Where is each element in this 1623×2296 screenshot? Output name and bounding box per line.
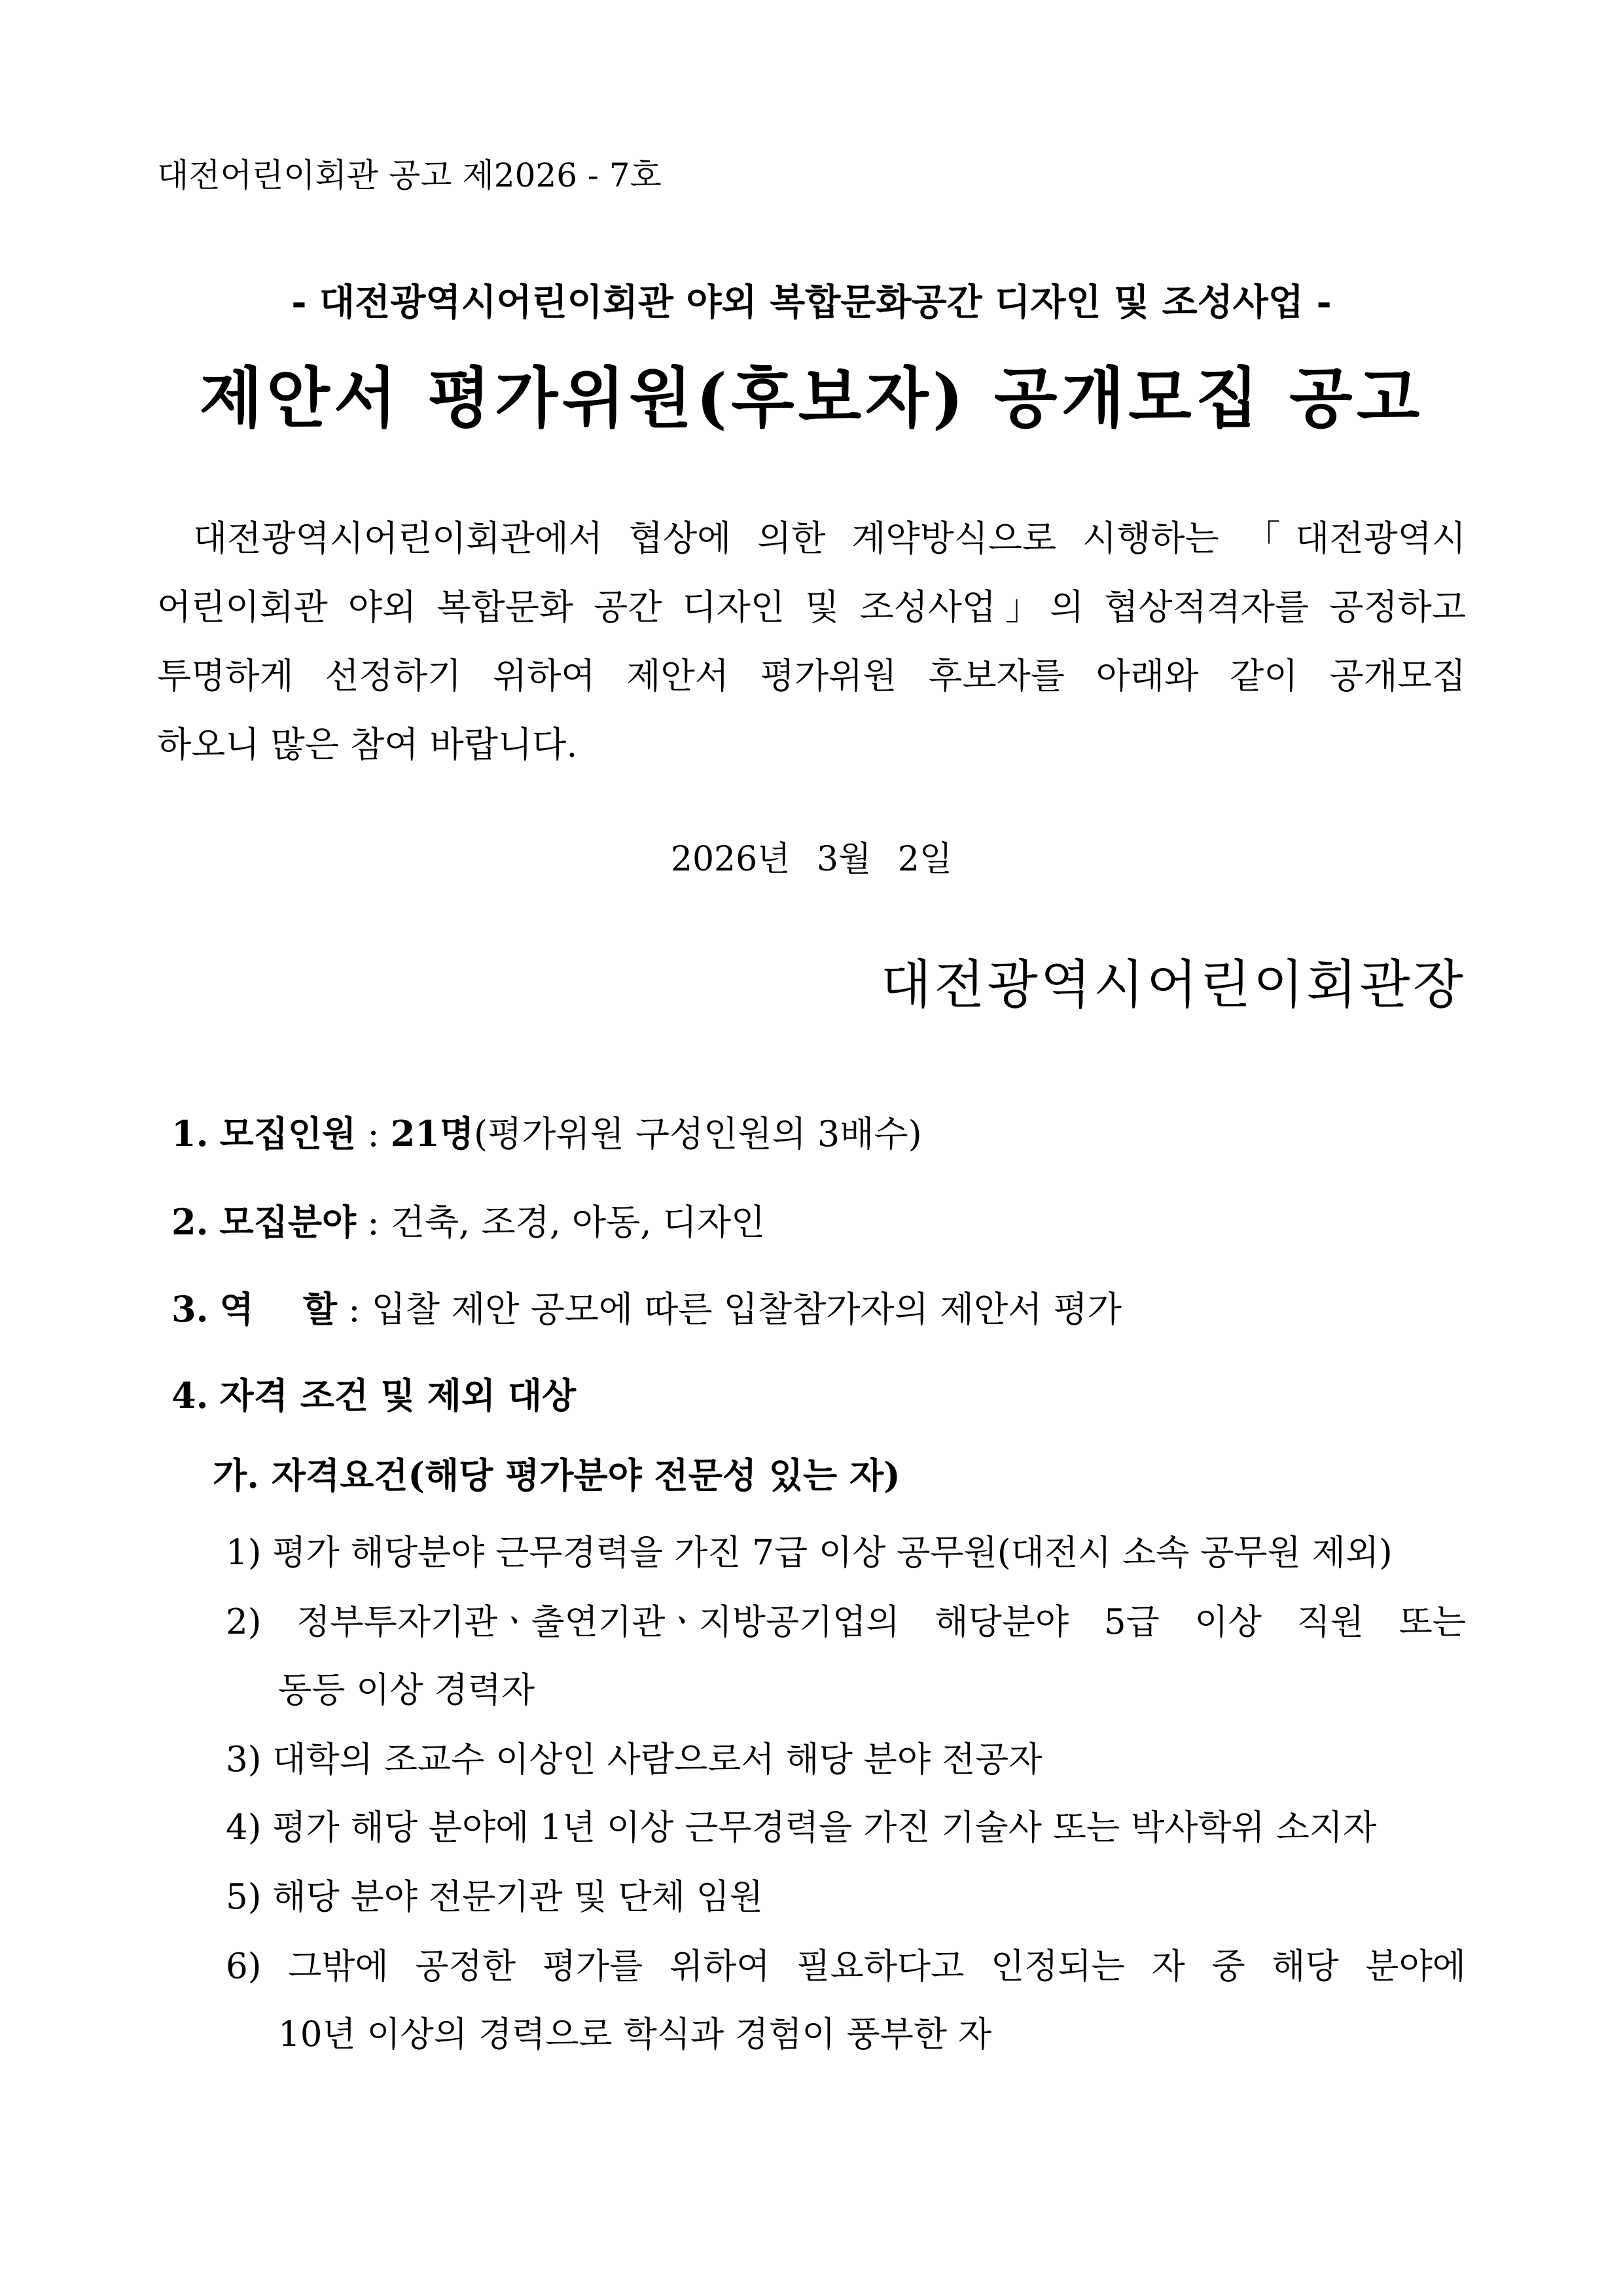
section-qualification	[171, 1368, 576, 1418]
qualification-heading: 가. 자격요건(해당 평가분야 전문성 있는 자)	[213, 1454, 901, 1496]
section-label: 자격 조건 및 제외 대상	[219, 1374, 577, 1416]
section-separator: :	[337, 1289, 372, 1330]
section-label: 역 할	[219, 1288, 338, 1330]
section-recruit-count	[171, 1106, 922, 1157]
requirement-item	[226, 1594, 1466, 1644]
section-value: 건축, 조경, 아동, 디자인	[390, 1202, 766, 1243]
item-text: 평가 해당분야 근무경력을 가진 7급 이상 공무원(대전시 소속 공무원 제외)	[272, 1533, 1393, 1573]
item-marker: 1)	[226, 1533, 262, 1573]
item-marker: 2)	[226, 1602, 262, 1642]
item-text: 정부투자기관ㆍ출연기관ㆍ지방공기업의 해당분야 5급 이상 직원 또는	[296, 1602, 1466, 1642]
requirement-item	[226, 1869, 1466, 1919]
section-value: (평가위원 구성인원의 3배수)	[474, 1113, 922, 1155]
section-separator: :	[356, 1113, 391, 1155]
item-text: 대학의 조교수 이상인 사람으로서 해당 분야 전공자	[272, 1740, 1043, 1780]
section-role	[171, 1282, 1122, 1332]
item-marker: 4)	[226, 1808, 262, 1848]
requirement-item	[226, 1525, 1466, 1575]
section-label: 모집분야	[219, 1201, 357, 1243]
section-value: 입찰 제안 공모에 따른 입찰참가자의 제안서 평가	[371, 1289, 1122, 1330]
requirement-item	[226, 1939, 1466, 1988]
intro-line: 투명하게 선정하기 위하여 제안서 평가위원 후보자를 아래와 같이 공개모집	[157, 655, 1466, 696]
page-title: 제안서 평가위원(후보자) 공개모집 공고	[199, 359, 1424, 437]
item-marker: 3)	[226, 1740, 262, 1780]
section-recruit-fields	[171, 1194, 765, 1245]
section-separator: :	[356, 1202, 391, 1243]
section-number: 1.	[171, 1113, 209, 1155]
requirement-item-continuation: 10년 이상의 경력으로 학식과 경험이 풍부한 자	[278, 2015, 992, 2054]
item-marker: 6)	[226, 1946, 262, 1986]
item-text: 그밖에 공정한 평가를 위하여 필요하다고 인정되는 자 중 해당 분야에	[288, 1946, 1466, 1986]
project-subtitle: - 대전광역시어린이회관 야외 복합문화공간 디자인 및 조성사업 -	[291, 281, 1332, 324]
intro-paragraph	[157, 504, 1466, 779]
requirement-item	[226, 1732, 1466, 1782]
requirement-item	[226, 1800, 1466, 1850]
section-label: 모집인원	[219, 1113, 357, 1155]
section-number: 3.	[171, 1288, 209, 1330]
intro-line: 하오니 많은 참여 바랍니다.	[157, 724, 578, 765]
item-text: 평가 해당 분야에 1년 이상 근무경력을 가진 기술사 또는 박사학위 소지자	[272, 1808, 1377, 1848]
notice-number: 대전어린이회관 공고 제2026 - 7호	[157, 156, 662, 194]
requirement-item-continuation: 동등 이상 경력자	[278, 1670, 535, 1710]
section-number: 4.	[171, 1374, 209, 1416]
section-number: 2.	[171, 1201, 209, 1243]
section-value-bold: 21명	[390, 1113, 474, 1155]
item-marker: 5)	[226, 1877, 262, 1917]
notice-date: 2026년 3월 2일	[670, 840, 953, 879]
intro-line: 대전광역시어린이회관에서 협상에 의한 계약방식으로 시행하는 「대전광역시	[193, 518, 1466, 559]
item-text: 해당 분야 전문기관 및 단체 임원	[272, 1877, 764, 1917]
intro-line: 어린이회관 야외 복합문화 공간 디자인 및 조성사업」의 협상적격자를 공정하고	[157, 586, 1466, 628]
signer: 대전광역시어린이회관장	[880, 954, 1466, 1015]
